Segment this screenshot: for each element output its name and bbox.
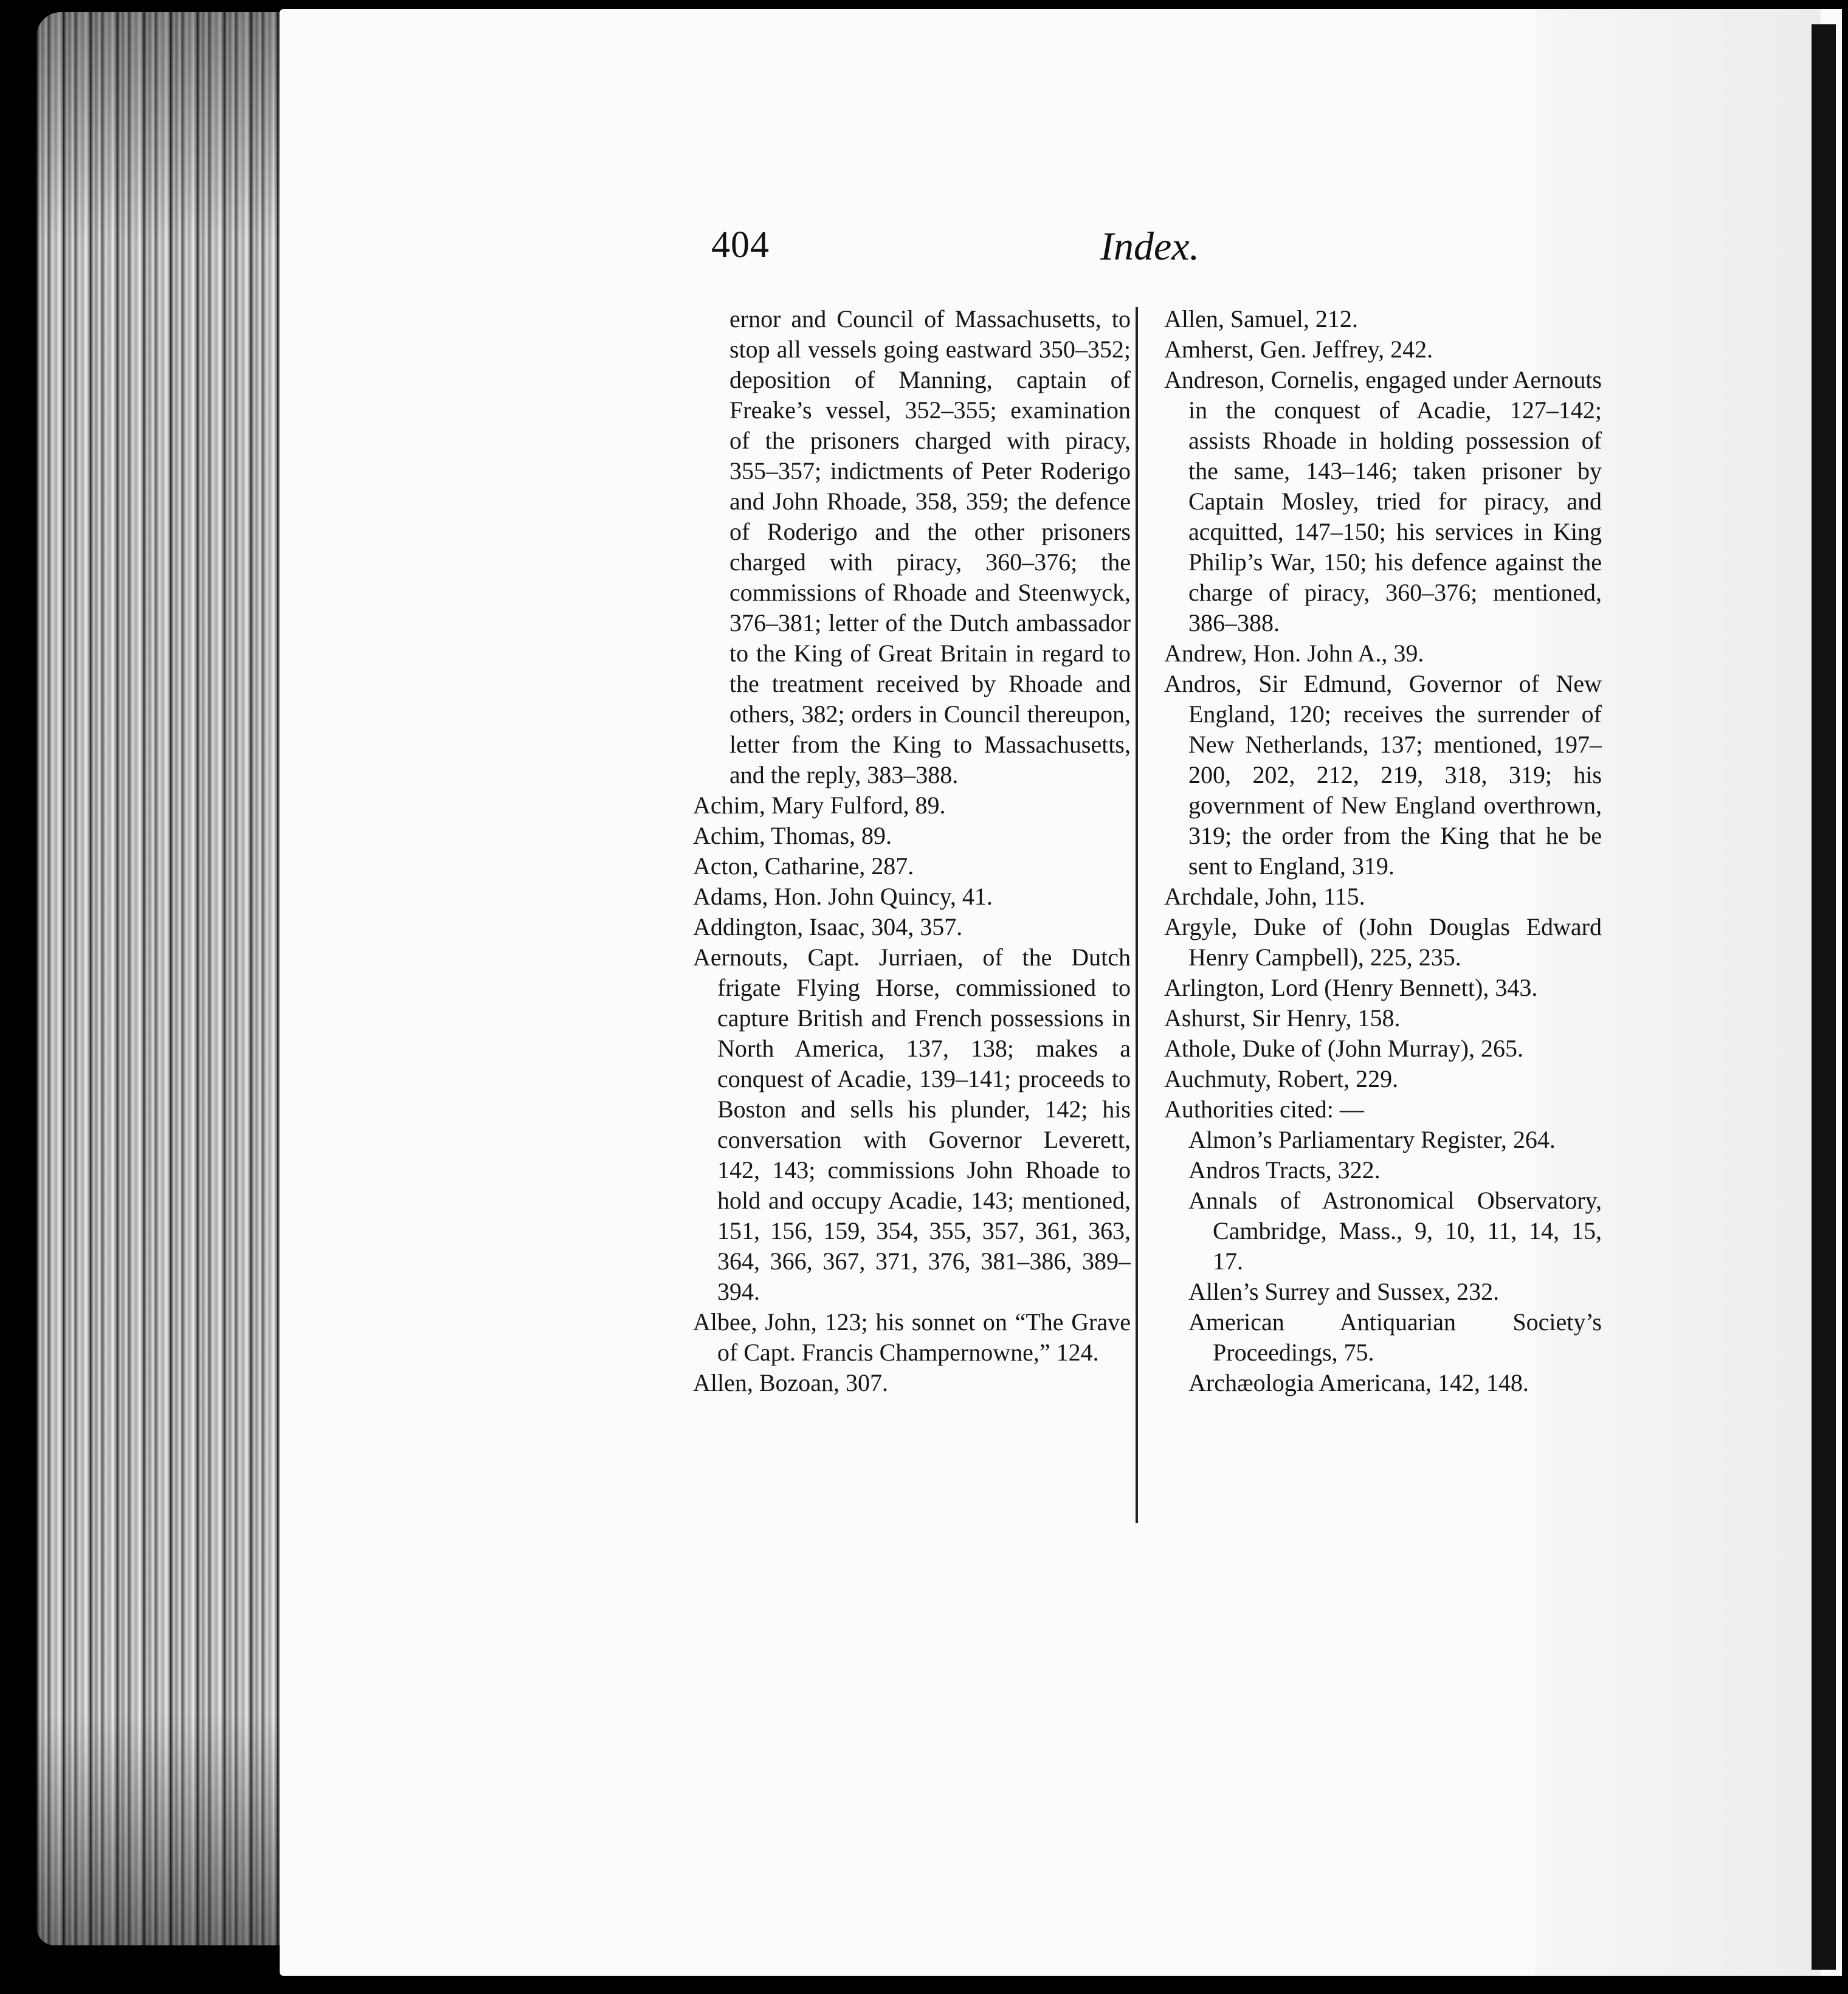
index-entry: Andreson, Cornelis, engaged under Aernouts in the conquest of Acadie, 127–142; assists Rhoade in holding possession of the same, 143–146; taken prisoner by Captain Mosley, tried for piracy, and acquitted, 147–150; his services in King Philip’s War, 150; his defence against the charge of piracy, 360–376; mentioned, 386–388. xyxy=(1164,366,1602,636)
index-entry: Arlington, Lord (Henry Bennett), 343. xyxy=(1164,974,1538,1001)
book-page-edges xyxy=(36,12,292,1945)
index-entry: Allen, Bozoan, 307. xyxy=(693,1369,889,1396)
index-column-right xyxy=(1164,304,1602,1398)
index-entry: Amherst, Gen. Jeffrey, 242. xyxy=(1164,336,1433,363)
index-entry: Andros, Sir Edmund, Governor of New England, 120; receives the surrender of New Netherlands, 137; mentioned, 197–200, 202, 212, 219, 318, 319; his government of New England overthrown, 319; the order from the King that he be sent to England, 319. xyxy=(1164,670,1602,880)
page-title: Index. xyxy=(1100,224,1200,269)
index-entry: Albee, John, 123; his sonnet on “The Grave of Capt. Francis Champernowne,” 124. xyxy=(693,1308,1131,1366)
index-entry: ernor and Council of Massachusetts, to stop all vessels going eastward 350–352; deposition of Manning, captain of Freake’s vessel, 352–355; examination of the prisoners charged with piracy, 355–357; indictments of Peter Roderigo and John Rhoade, 358, 359; the defence of Roderigo and the other prisoners charged with piracy, 360–376; the commissions of Rhoade and Steenwyck, 376–381; letter of the Dutch ambassador to the King of Great Britain in regard to the treatment received by Rhoade and others, 382; orders in Council thereupon, letter from the King to Massachusetts, and the reply, 383–388. xyxy=(729,305,1131,788)
index-subentry: American Antiquarian Society’s Proceedings, 75. xyxy=(1188,1308,1602,1366)
index-entry: Addington, Isaac, 304, 357. xyxy=(693,913,963,940)
book-cover-edge xyxy=(1812,24,1836,1970)
index-entry: Athole, Duke of (John Murray), 265. xyxy=(1164,1035,1523,1062)
index-entry: Acton, Catharine, 287. xyxy=(693,852,914,880)
index-subentry: Almon’s Parliamentary Register, 264. xyxy=(1188,1126,1556,1153)
index-entry: Auchmuty, Robert, 229. xyxy=(1164,1065,1399,1092)
index-entry: Argyle, Duke of (John Douglas Edward Henry Campbell), 225, 235. xyxy=(1164,913,1602,971)
index-subentry: Andros Tracts, 322. xyxy=(1188,1156,1381,1184)
index-subentry: Allen’s Surrey and Sussex, 232. xyxy=(1188,1278,1500,1305)
index-entry: Achim, Mary Fulford, 89. xyxy=(693,792,946,819)
column-divider xyxy=(1136,307,1138,1523)
index-entry: Authorities cited: — xyxy=(1164,1095,1364,1123)
index-column-left xyxy=(693,304,1131,1398)
index-subentry: Annals of Astronomical Observatory, Cambridge, Mass., 9, 10, 11, 14, 15, 17. xyxy=(1188,1187,1602,1275)
index-entry: Achim, Thomas, 89. xyxy=(693,822,892,849)
index-entry: Allen, Samuel, 212. xyxy=(1164,305,1358,333)
index-entry: Aernouts, Capt. Jurriaen, of the Dutch frigate Flying Horse, commissioned to capture British and French possessions in North America, 137, 138; makes a conquest of Acadie, 139–141; proceeds to Boston and sells his plunder, 142; his conversation with Governor Leverett, 142, 143; commissions John Rhoade to hold and occupy Acadie, 143; mentioned, 151, 156, 159, 354, 355, 357, 361, 363, 364, 366, 367, 371, 376, 381–386, 389–394. xyxy=(693,944,1131,1305)
index-entry: Ashurst, Sir Henry, 158. xyxy=(1164,1004,1401,1032)
index-entry: Adams, Hon. John Quincy, 41. xyxy=(693,883,993,910)
page-number: 404 xyxy=(711,224,770,266)
index-entry: Andrew, Hon. John A., 39. xyxy=(1164,640,1424,667)
index-entry: Archdale, John, 115. xyxy=(1164,883,1365,910)
index-subentry: Archæologia Americana, 142, 148. xyxy=(1188,1369,1529,1396)
